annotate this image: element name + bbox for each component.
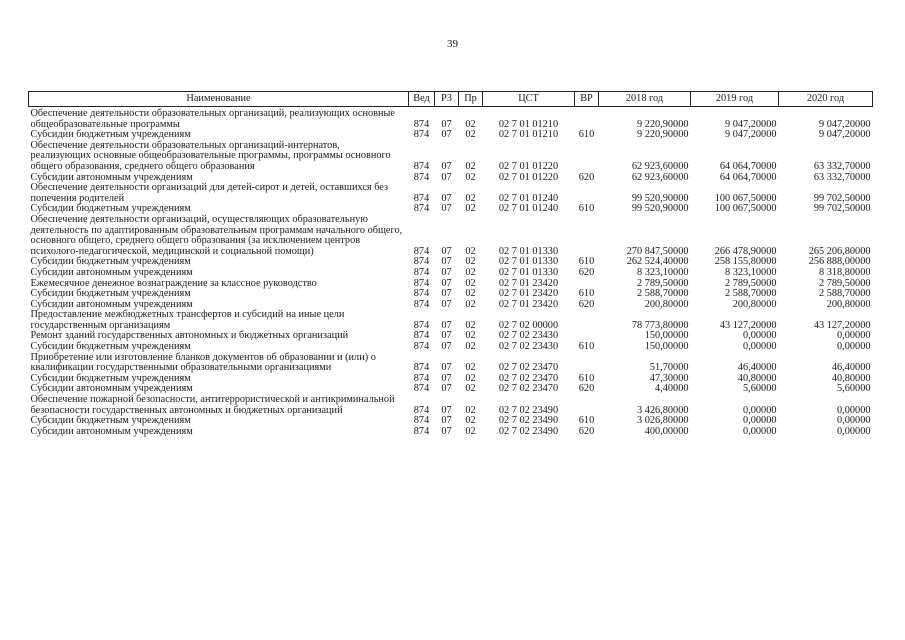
- cell-pr: 02: [465, 330, 476, 342]
- cell-ved: 874: [413, 203, 430, 215]
- cell-name: Обеспечение деятельности организаций для детей-сирот и детей, оставшихся без попечения родителей: [30, 182, 389, 204]
- cell-2018: 150,00000: [644, 341, 689, 353]
- cell-ved: 874: [413, 256, 430, 268]
- cell-2020: 2 588,70000: [819, 288, 871, 300]
- cell-2020: 265 206,80000: [808, 245, 871, 257]
- cell-2019: 100 067,50000: [714, 192, 777, 204]
- cell-cst: 02 7 02 23470: [498, 383, 559, 395]
- cell-rz: 07: [441, 298, 452, 310]
- cell-cst: 02 7 02 23490: [498, 404, 559, 416]
- cell-name: Субсидии бюджетным учреждениям: [30, 341, 191, 353]
- budget-table: [28, 91, 873, 437]
- cell-2018: 400,00000: [644, 425, 689, 437]
- cell-2018: 47,30000: [649, 372, 689, 384]
- cell-ved: 874: [413, 372, 430, 384]
- cell-name: Приобретение или изготовление бланков документов об образовании и (или) о квалификации государственными образовательными организациями: [30, 351, 376, 374]
- cell-2020: 43 127,20000: [813, 319, 871, 331]
- cell-vr: [575, 183, 599, 204]
- cell-pr: 02: [465, 256, 476, 268]
- cell-ved: 874: [413, 425, 430, 437]
- header-name: Наименование: [29, 92, 409, 107]
- cell-name: Обеспечение деятельности организаций, осуществляющих образовательную деятельность по адаптированным образовательным программам начального общего, основного общего, среднего общего образования (за исключением центров психолого-педагогической, медицинской и социальной помощи): [30, 213, 403, 257]
- cell-rz: 07: [441, 266, 452, 278]
- cell-ved: 874: [413, 415, 430, 427]
- cell-2019: 40,80000: [737, 372, 777, 384]
- table-row: [29, 215, 873, 257]
- cell-rz: 07: [441, 372, 452, 384]
- cell-vr: 620: [578, 383, 595, 395]
- cell-vr: [575, 107, 599, 131]
- cell-rz: 07: [441, 277, 452, 289]
- cell-2019: 2 588,70000: [725, 288, 777, 300]
- cell-pr: 02: [465, 129, 476, 141]
- cell-2018: 8 323,10000: [637, 266, 689, 278]
- cell-2018: 270 847,50000: [626, 245, 689, 257]
- table-row: [29, 395, 873, 416]
- cell-2019: 266 478,90000: [714, 245, 777, 257]
- cell-2020: 63 332,70000: [813, 160, 871, 172]
- cell-vr: 620: [578, 425, 595, 437]
- cell-2019: 43 127,20000: [719, 319, 777, 331]
- cell-2020: 9 047,20000: [819, 129, 871, 141]
- cell-rz: 07: [441, 256, 452, 268]
- cell-2019: 258 155,80000: [714, 256, 777, 268]
- cell-pr: 02: [465, 298, 476, 310]
- cell-vr: [575, 395, 599, 416]
- header-rz: РЗ: [435, 92, 459, 107]
- cell-rz: 07: [441, 129, 452, 141]
- cell-ved: 874: [413, 192, 430, 204]
- cell-vr: 610: [578, 288, 595, 300]
- cell-rz: 07: [441, 203, 452, 215]
- cell-name: Субсидии бюджетным учреждениям: [30, 288, 191, 300]
- cell-2018: 9 220,90000: [637, 118, 689, 130]
- table-row: [29, 183, 873, 204]
- cell-cst: 02 7 01 01240: [498, 203, 559, 215]
- table-row: [29, 427, 873, 438]
- cell-name: Предоставление межбюджетных трансфертов и субсидий на иные цели государственным организациям: [30, 309, 345, 331]
- cell-2018: 62 923,60000: [631, 171, 689, 183]
- cell-ved: 874: [413, 362, 430, 374]
- cell-rz: 07: [441, 362, 452, 374]
- cell-name: Субсидии автономным учреждениям: [30, 425, 193, 437]
- cell-rz: 07: [441, 425, 452, 437]
- cell-name: Обеспечение деятельности образовательных организаций, реализующих основные общеобразовательные программы: [30, 108, 395, 130]
- header-row: [29, 92, 873, 107]
- cell-ved: 874: [413, 171, 430, 183]
- header-2020: 2020 год: [779, 92, 873, 107]
- cell-rz: 07: [441, 118, 452, 130]
- table-body: [29, 107, 873, 438]
- cell-pr: 02: [465, 160, 476, 172]
- cell-2018: 99 520,90000: [631, 192, 689, 204]
- cell-2018: 99 520,90000: [631, 203, 689, 215]
- cell-ved: 874: [413, 245, 430, 257]
- cell-rz: 07: [441, 160, 452, 172]
- cell-pr: 02: [465, 118, 476, 130]
- cell-pr: 02: [465, 245, 476, 257]
- cell-rz: 07: [441, 319, 452, 331]
- cell-rz: 07: [441, 171, 452, 183]
- cell-cst: 02 7 01 01330: [498, 266, 559, 278]
- cell-pr: 02: [465, 372, 476, 384]
- cell-name: Субсидии бюджетным учреждениям: [30, 372, 191, 384]
- cell-ved: 874: [413, 404, 430, 416]
- cell-vr: 620: [578, 171, 595, 183]
- cell-vr: [575, 141, 599, 173]
- cell-cst: 02 7 01 23420: [498, 277, 559, 289]
- cell-vr: 610: [578, 256, 595, 268]
- cell-2020: 63 332,70000: [813, 171, 871, 183]
- cell-vr: 610: [578, 129, 595, 141]
- cell-pr: 02: [465, 319, 476, 331]
- cell-2019: 200,80000: [732, 298, 777, 310]
- cell-rz: 07: [441, 245, 452, 257]
- cell-cst: 02 7 01 23420: [498, 298, 559, 310]
- cell-2019: 46,40000: [737, 362, 777, 374]
- cell-ved: 874: [413, 266, 430, 278]
- cell-2018: 200,80000: [644, 298, 689, 310]
- cell-pr: 02: [465, 203, 476, 215]
- cell-pr: 02: [465, 288, 476, 300]
- cell-rz: 07: [441, 404, 452, 416]
- cell-2020: 0,00000: [837, 341, 871, 353]
- cell-2020: 46,40000: [831, 362, 871, 374]
- cell-cst: 02 7 01 01220: [498, 171, 559, 183]
- cell-2020: 2 789,50000: [819, 277, 871, 289]
- cell-2019: 8 323,10000: [725, 266, 777, 278]
- cell-pr: 02: [465, 415, 476, 427]
- cell-rz: 07: [441, 192, 452, 204]
- cell-pr: 02: [465, 404, 476, 416]
- header-vr: ВР: [575, 92, 599, 107]
- table-row: [29, 107, 873, 131]
- cell-cst: 02 7 02 23470: [498, 372, 559, 384]
- cell-vr: 610: [578, 341, 595, 353]
- cell-name: Ремонт зданий государственных автономных и бюджетных организаций: [30, 330, 349, 342]
- cell-cst: 02 7 01 23420: [498, 288, 559, 300]
- cell-vr: 620: [578, 266, 595, 278]
- cell-name: Обеспечение пожарной безопасности, антитеррористической и антикриминальной безопасности государственных автономных и бюджетных организаций: [30, 394, 395, 416]
- header-2019: 2019 год: [691, 92, 779, 107]
- cell-2019: 0,00000: [743, 415, 777, 427]
- cell-name: Субсидии бюджетным учреждениям: [30, 415, 191, 427]
- cell-rz: 07: [441, 415, 452, 427]
- header-ved: Вед: [409, 92, 435, 107]
- cell-ved: 874: [413, 319, 430, 331]
- header-2018: 2018 год: [599, 92, 691, 107]
- cell-2020: 99 702,50000: [813, 203, 871, 215]
- cell-ved: 874: [413, 298, 430, 310]
- cell-2020: 200,80000: [826, 298, 871, 310]
- cell-ved: 874: [413, 383, 430, 395]
- cell-cst: 02 7 01 01210: [498, 118, 559, 130]
- cell-pr: 02: [465, 341, 476, 353]
- cell-2020: 0,00000: [837, 330, 871, 342]
- cell-vr: [575, 215, 599, 257]
- cell-2018: 2 588,70000: [637, 288, 689, 300]
- cell-rz: 07: [441, 341, 452, 353]
- cell-pr: 02: [465, 425, 476, 437]
- cell-2019: 64 064,70000: [719, 160, 777, 172]
- cell-2018: 4,40000: [655, 383, 689, 395]
- cell-cst: 02 7 01 01210: [498, 129, 559, 141]
- cell-vr: [575, 310, 599, 331]
- cell-cst: 02 7 01 01240: [498, 192, 559, 204]
- cell-2020: 256 888,00000: [808, 256, 871, 268]
- cell-2019: 0,00000: [743, 341, 777, 353]
- cell-2020: 5,60000: [837, 383, 871, 395]
- table-row: [29, 310, 873, 331]
- cell-2018: 2 789,50000: [637, 277, 689, 289]
- cell-name: Обеспечение деятельности образовательных организаций-интернатов, реализующих основные общеобразовательные программы, программы основного общего образования, среднего общего образования: [30, 139, 391, 172]
- cell-vr: 610: [578, 372, 595, 384]
- cell-vr: 610: [578, 203, 595, 215]
- cell-rz: 07: [441, 288, 452, 300]
- cell-pr: 02: [465, 171, 476, 183]
- cell-2019: 0,00000: [743, 330, 777, 342]
- cell-ved: 874: [413, 129, 430, 141]
- cell-name: Субсидии автономным учреждениям: [30, 171, 193, 183]
- cell-name: Субсидии автономным учреждениям: [30, 266, 193, 278]
- cell-cst: 02 7 02 23430: [498, 330, 559, 342]
- cell-cst: 02 7 02 23490: [498, 425, 559, 437]
- cell-2019: 100 067,50000: [714, 203, 777, 215]
- cell-ved: 874: [413, 160, 430, 172]
- cell-cst: 02 7 02 23430: [498, 341, 559, 353]
- cell-2019: 5,60000: [743, 383, 777, 395]
- cell-name: Субсидии автономным учреждениям: [30, 298, 193, 310]
- cell-cst: 02 7 02 23470: [498, 362, 559, 374]
- cell-2019: 0,00000: [743, 425, 777, 437]
- cell-pr: 02: [465, 192, 476, 204]
- cell-2018: 262 524,40000: [626, 256, 689, 268]
- cell-cst: 02 7 01 01330: [498, 245, 559, 257]
- table-row: [29, 353, 873, 374]
- cell-2018: 62 923,60000: [631, 160, 689, 172]
- cell-ved: 874: [413, 277, 430, 289]
- cell-pr: 02: [465, 362, 476, 374]
- cell-2018: 3 426,80000: [637, 404, 689, 416]
- header-pr: Пр: [459, 92, 483, 107]
- header-cst: ЦСТ: [483, 92, 575, 107]
- cell-vr: 610: [578, 415, 595, 427]
- cell-2019: 0,00000: [743, 404, 777, 416]
- cell-pr: 02: [465, 277, 476, 289]
- cell-pr: 02: [465, 383, 476, 395]
- cell-name: Субсидии бюджетным учреждениям: [30, 203, 191, 215]
- cell-cst: 02 7 01 01330: [498, 256, 559, 268]
- cell-ved: 874: [413, 330, 430, 342]
- cell-2020: 99 702,50000: [813, 192, 871, 204]
- cell-2018: 150,00000: [644, 330, 689, 342]
- cell-2018: 78 773,80000: [631, 319, 689, 331]
- cell-pr: 02: [465, 266, 476, 278]
- cell-2020: 0,00000: [837, 425, 871, 437]
- cell-2019: 9 047,20000: [725, 118, 777, 130]
- cell-2020: 8 318,80000: [819, 266, 871, 278]
- cell-rz: 07: [441, 383, 452, 395]
- cell-name: Субсидии бюджетным учреждениям: [30, 256, 191, 268]
- cell-vr: 620: [578, 298, 595, 310]
- table-row: [29, 268, 873, 279]
- cell-ved: 874: [413, 341, 430, 353]
- cell-2019: 2 789,50000: [725, 277, 777, 289]
- page-number: 39: [447, 38, 458, 50]
- cell-ved: 874: [413, 288, 430, 300]
- cell-2020: 0,00000: [837, 415, 871, 427]
- cell-2019: 9 047,20000: [725, 129, 777, 141]
- cell-ved: 874: [413, 118, 430, 130]
- cell-cst: 02 7 02 23490: [498, 415, 559, 427]
- cell-2020: 0,00000: [837, 404, 871, 416]
- cell-2019: 64 064,70000: [719, 171, 777, 183]
- cell-2018: 51,70000: [649, 362, 689, 374]
- table-row: [29, 141, 873, 173]
- cell-2020: 9 047,20000: [819, 118, 871, 130]
- cell-2018: 3 026,80000: [637, 415, 689, 427]
- cell-2020: 40,80000: [831, 372, 871, 384]
- cell-2018: 9 220,90000: [637, 129, 689, 141]
- cell-vr: [575, 353, 599, 374]
- cell-rz: 07: [441, 330, 452, 342]
- cell-name: Ежемесячное денежное вознаграждение за классное руководство: [30, 277, 317, 289]
- cell-name: Субсидии автономным учреждениям: [30, 383, 193, 395]
- cell-name: Субсидии бюджетным учреждениям: [30, 129, 191, 141]
- cell-cst: 02 7 02 00000: [498, 319, 559, 331]
- cell-cst: 02 7 01 01220: [498, 160, 559, 172]
